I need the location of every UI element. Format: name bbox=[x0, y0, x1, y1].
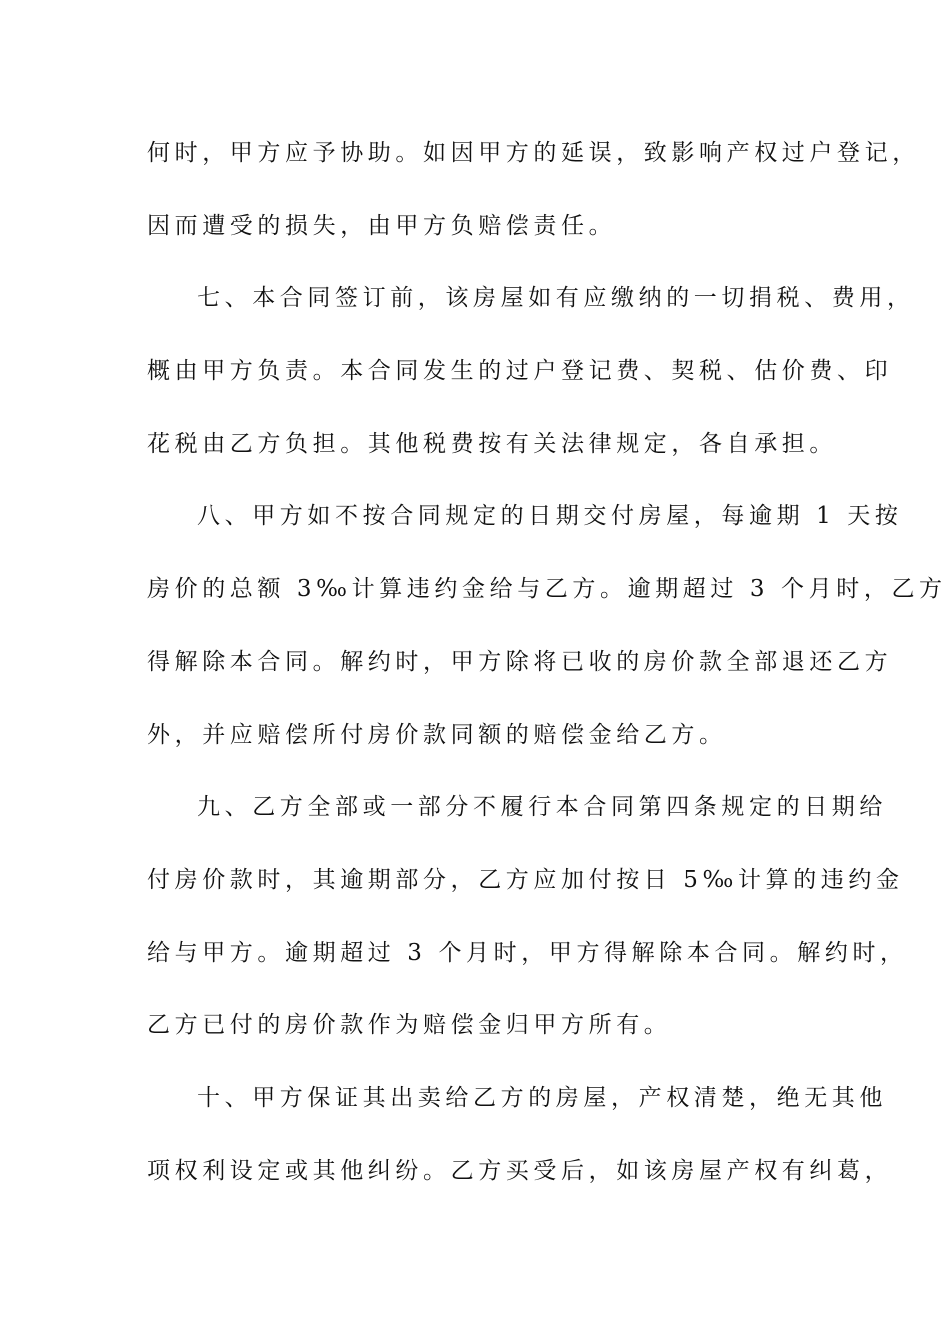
text-line: 外，并应赔偿所付房价款同额的赔偿金给乙方。 bbox=[147, 721, 727, 748]
text-line: 项权利设定或其他纠纷。乙方买受后，如该房屋产权有纠葛， bbox=[147, 1157, 893, 1184]
clause-7-start: 七、本合同签订前，该房屋如有应缴纳的一切捐税、费用， bbox=[197, 285, 915, 312]
text-line: 给与甲方。逾期超过 3 个月时，甲方得解除本合同。解约时， bbox=[147, 939, 908, 966]
text-line: 得解除本合同。解约时，甲方除将已收的房价款全部退还乙方 bbox=[147, 648, 893, 675]
text-line: 因而遭受的损失，由甲方负赔偿责任。 bbox=[147, 212, 617, 239]
contract-text bbox=[147, 130, 947, 1220]
text-line: 乙方已付的房价款作为赔偿金归甲方所有。 bbox=[147, 1012, 672, 1039]
clause-10-start: 十、甲方保证其出卖给乙方的房屋，产权清楚，绝无其他 bbox=[197, 1084, 887, 1111]
text-line: 何时，甲方应予协助。如因甲方的延误，致影响产权过户登记， bbox=[147, 140, 920, 166]
text-line: 房价的总额 3‰计算违约金给与乙方。逾期超过 3 个月时，乙方 bbox=[147, 576, 947, 603]
clause-8-start: 八、甲方如不按合同规定的日期交付房屋，每逾期 1 天按 bbox=[197, 503, 903, 530]
text-line: 概由甲方负责。本合同发生的过户登记费、契税、估价费、印 bbox=[147, 358, 893, 385]
text-line: 付房价款时，其逾期部分，乙方应加付按日 5‰计算的违约金 bbox=[147, 866, 904, 893]
text-line: 花税由乙方负担。其他税费按有关法律规定，各自承担。 bbox=[147, 430, 837, 457]
clause-9-start: 九、乙方全部或一部分不履行本合同第四条规定的日期给 bbox=[197, 794, 887, 821]
